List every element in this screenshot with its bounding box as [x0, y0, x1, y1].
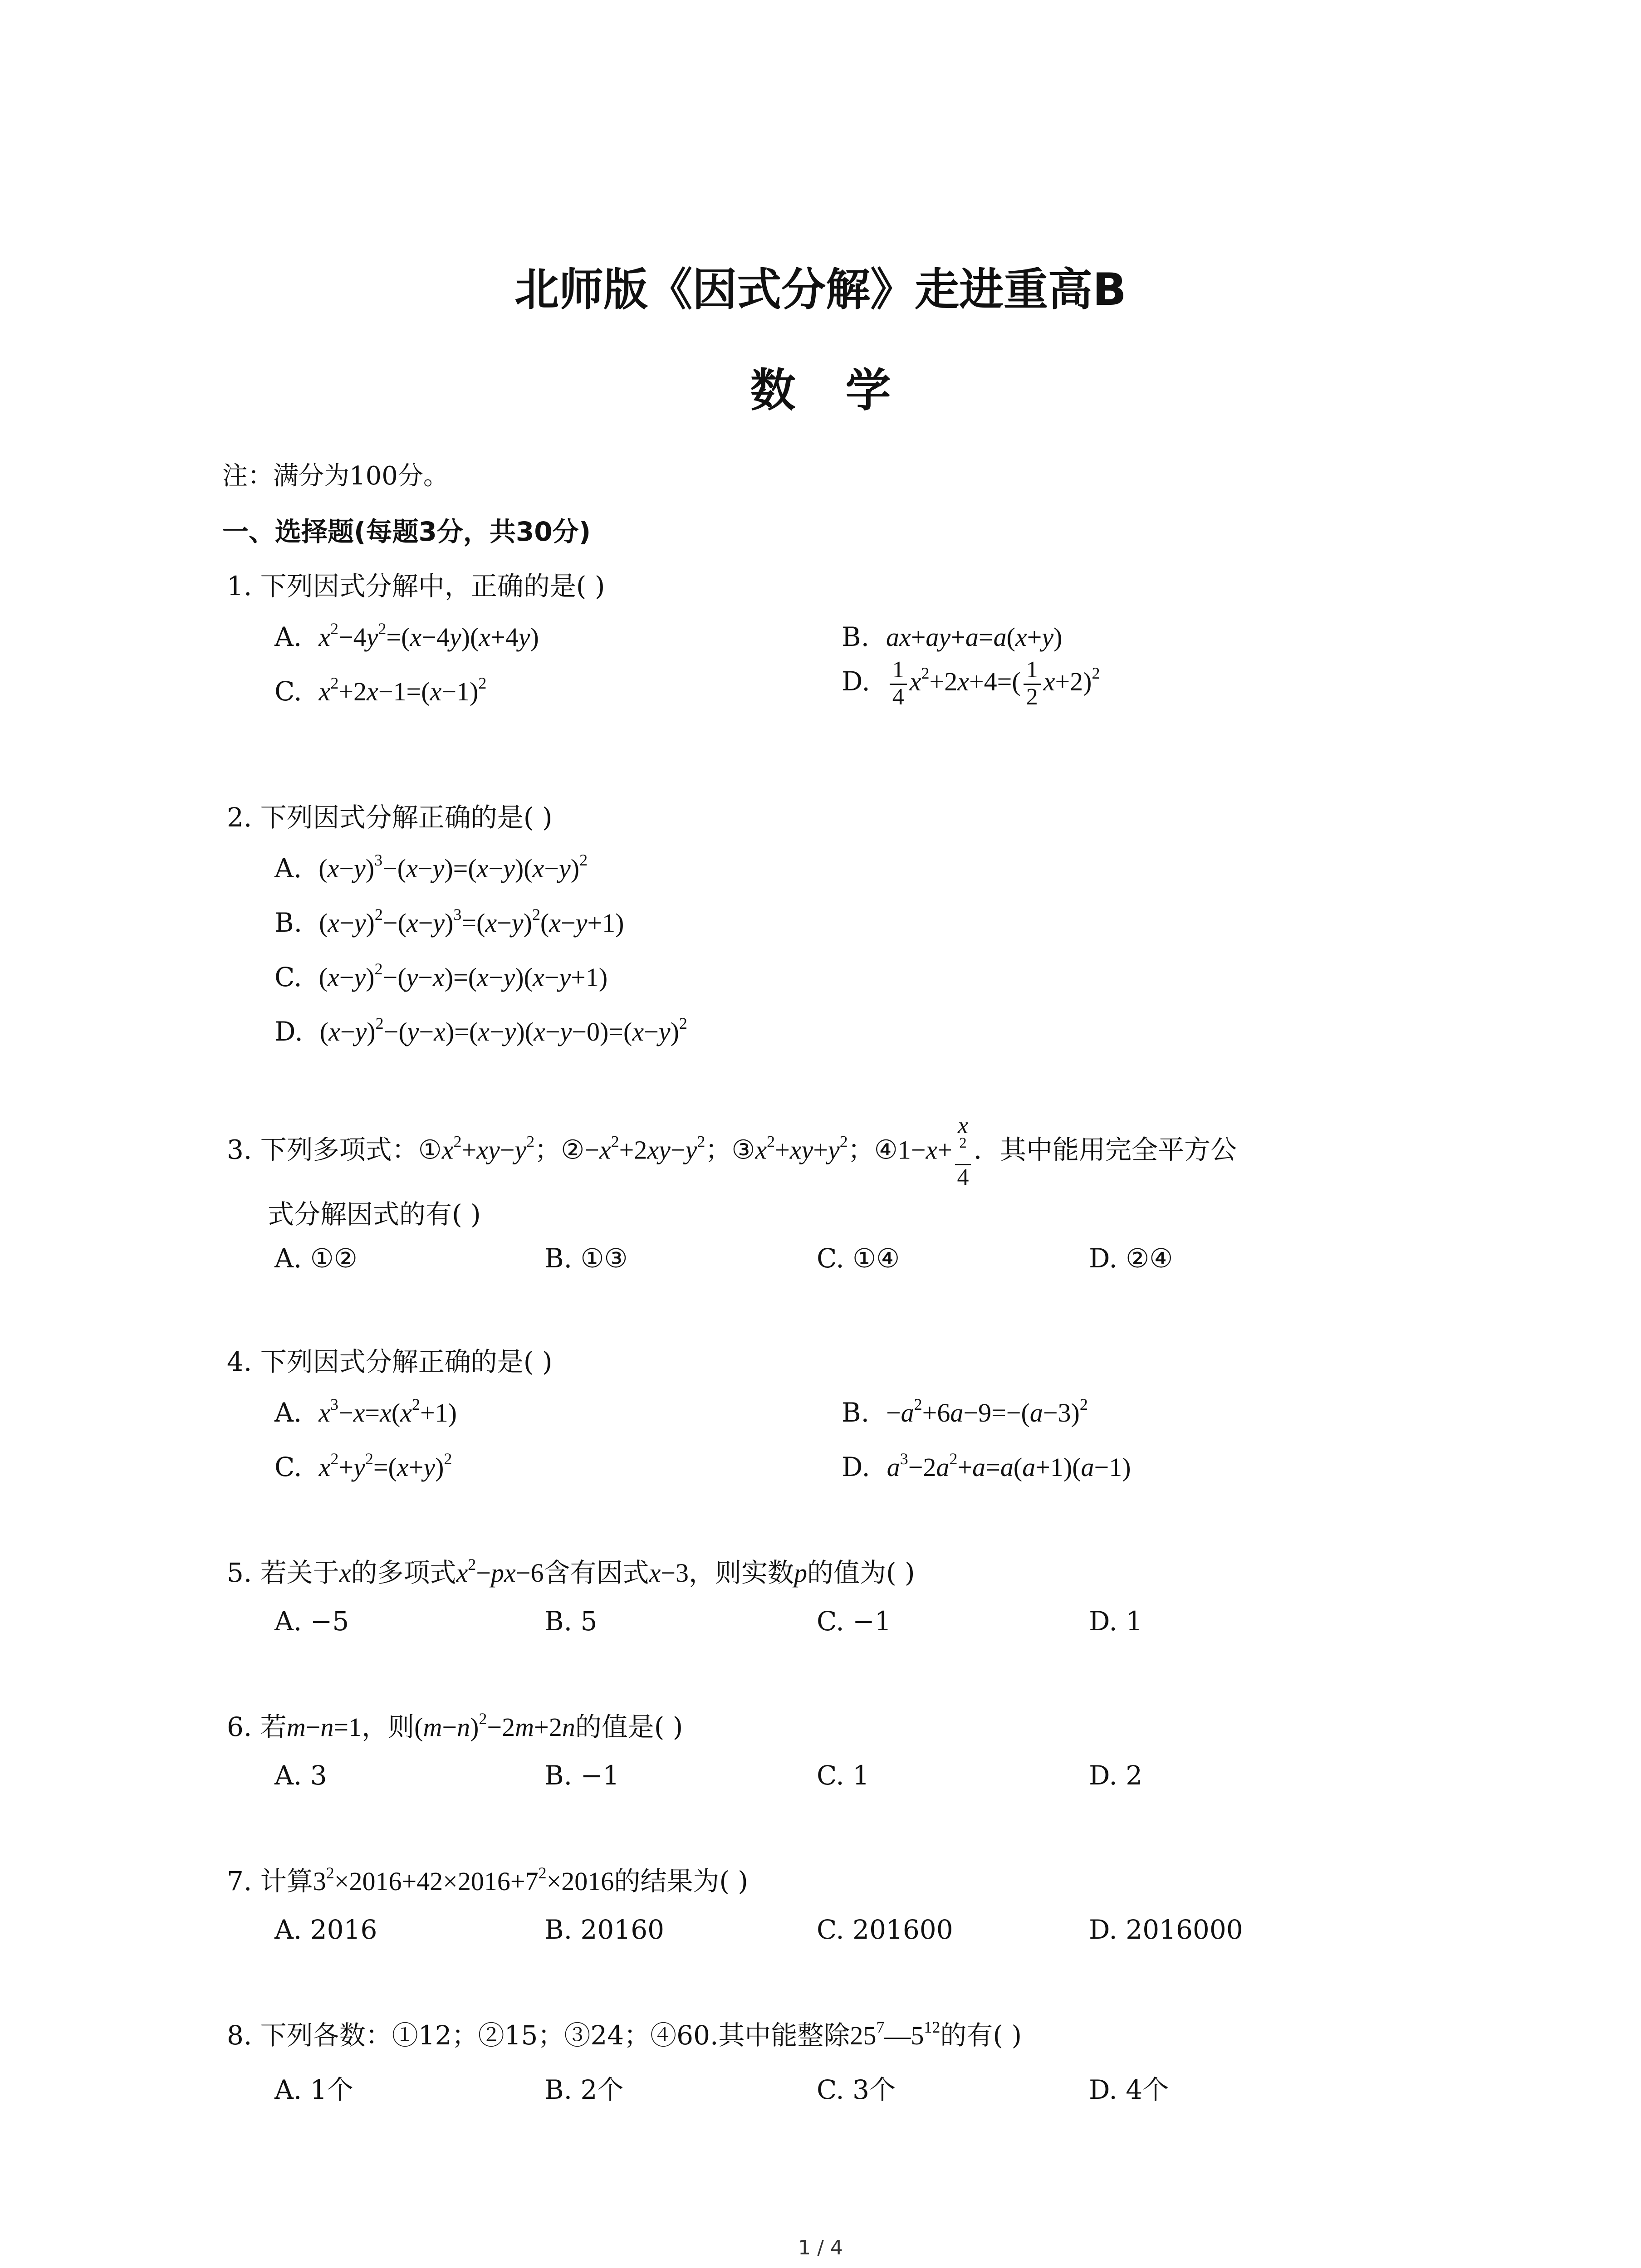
question-5-option-b[interactable]: B. 5	[544, 1606, 598, 1637]
option-letter: C.	[274, 676, 302, 707]
option-letter: D.	[842, 1452, 870, 1482]
question-3-stem-line2: 式分解因式的有( )	[268, 1199, 481, 1230]
option-letter: B.	[842, 1397, 870, 1428]
question-8-option-c[interactable]: C. 3个	[817, 2074, 896, 2105]
question-2-option-a[interactable]: A. $(x-y)^3-(x-y)=(x-y)(x-y)^2$	[274, 851, 588, 884]
option-letter: D.	[274, 1016, 303, 1047]
question-8-option-a[interactable]: A. 1个	[274, 2074, 353, 2105]
question-6-option-a[interactable]: A. 3	[274, 1760, 327, 1791]
question-3-option-c[interactable]: C. ①④	[817, 1243, 900, 1274]
question-4-option-a[interactable]: A. $x^3-x=x(x^2+1)$	[274, 1395, 457, 1428]
question-4-stem: 4. 下列因式分解正确的是( )	[227, 1346, 553, 1377]
question-6-stem: 6. 若m−n=1，则$(m-n)^2-2m+2n$的值是( )	[227, 1710, 683, 1742]
question-7-option-d[interactable]: D. 2016000	[1089, 1914, 1243, 1945]
question-6-option-c[interactable]: C. 1	[817, 1760, 870, 1791]
question-3-option-a[interactable]: A. ①②	[274, 1243, 358, 1274]
question-5-option-c[interactable]: C. −1	[817, 1606, 892, 1637]
option-letter: D.	[842, 666, 870, 697]
option-letter: A.	[274, 853, 302, 884]
subject-heading: 数学	[750, 364, 941, 417]
question-6-option-b[interactable]: B. −1	[544, 1760, 619, 1791]
question-4-option-c[interactable]: C. $x^2+y^2=(x+y)^2$	[274, 1450, 452, 1482]
question-2-stem: 2. 下列因式分解正确的是( )	[227, 802, 553, 833]
question-8-option-b[interactable]: B. 2个	[544, 2074, 624, 2105]
option-letter: A.	[274, 621, 302, 652]
page-number: 1 / 4	[798, 2236, 843, 2259]
score-note: 注：满分为100分。	[222, 461, 449, 491]
question-1-option-a[interactable]: A. $x^2-4y^2=(x-4y)(x+4y)$	[274, 620, 539, 652]
option-letter: C.	[274, 1452, 302, 1482]
option-letter: A.	[274, 1397, 302, 1428]
question-5-option-a[interactable]: A. −5	[274, 1606, 349, 1637]
question-2-option-b[interactable]: B. $(x-y)^2-(x-y)^3=(x-y)^2(x-y+1)$	[274, 905, 624, 938]
question-3-option-b[interactable]: B. ①③	[544, 1243, 628, 1274]
question-7-option-b[interactable]: B. 20160	[544, 1914, 665, 1945]
question-3-option-d[interactable]: D. ②④	[1089, 1243, 1173, 1274]
section-heading: 一、选择题(每题3分，共30分)	[222, 516, 591, 547]
question-5-option-d[interactable]: D. 1	[1089, 1606, 1143, 1637]
option-letter: B.	[274, 907, 303, 938]
question-6-option-d[interactable]: D. 2	[1089, 1760, 1143, 1791]
question-3-stem: 3. 下列多项式：$①x^2+xy-y^2$；$②-x^2+2xy-y^2$；$③x^2+xy+y^2$；④1−x+ x $^2$ 4 ．其中能用完全平方公	[227, 1113, 1237, 1191]
question-1-stem: 1. 下列因式分解中，正确的是( )	[227, 571, 605, 601]
question-1-option-d[interactable]: D. $\frac{1}{4}$ $x^2+2x+4=$( $\frac{1}{2}$ x+2)$^2$	[842, 657, 1100, 710]
option-letter: B.	[842, 621, 870, 652]
question-2-option-c[interactable]: C. $(x-y)^2-(y-x)=(x-y)(x-y+1)$	[274, 960, 608, 992]
question-4-option-d[interactable]: D. $a^3-2a^2+a=a(a+1)(a-1)$	[842, 1450, 1131, 1482]
question-1-option-c[interactable]: C. $x^2+2x-1=(x-1)^2$	[274, 674, 487, 707]
question-4-option-b[interactable]: B. $-a^2+6a-9=-(a-3)^2$	[842, 1395, 1088, 1428]
question-7-stem: 7. 计算$3^2\times 2016+42\times 2016+7^2\times 2016$的结果为( )	[227, 1864, 749, 1897]
question-1-option-b[interactable]: B. ax+ay+a=a(x+y)	[842, 621, 1063, 652]
question-7-option-c[interactable]: C. 201600	[817, 1914, 953, 1945]
question-7-option-a[interactable]: A. 2016	[274, 1914, 377, 1945]
page-title: 北师版《因式分解》走进重高B	[514, 264, 1127, 316]
question-5-stem: 5. 若关于x的多项式$x^2-px-6$含有因式x−3，则实数p的值为( )	[227, 1555, 915, 1588]
question-8-option-d[interactable]: D. 4个	[1089, 2074, 1169, 2105]
option-letter: C.	[274, 962, 302, 992]
question-2-option-d[interactable]: D. $(x-y)^2-(y-x)=(x-y)(x-y-0)=(x-y)^2$	[274, 1014, 687, 1047]
question-8-stem: 8. 下列各数：①12；②15；③24；④60.其中能整除$25^7—5^{12}$的有( )	[227, 2018, 1022, 2051]
